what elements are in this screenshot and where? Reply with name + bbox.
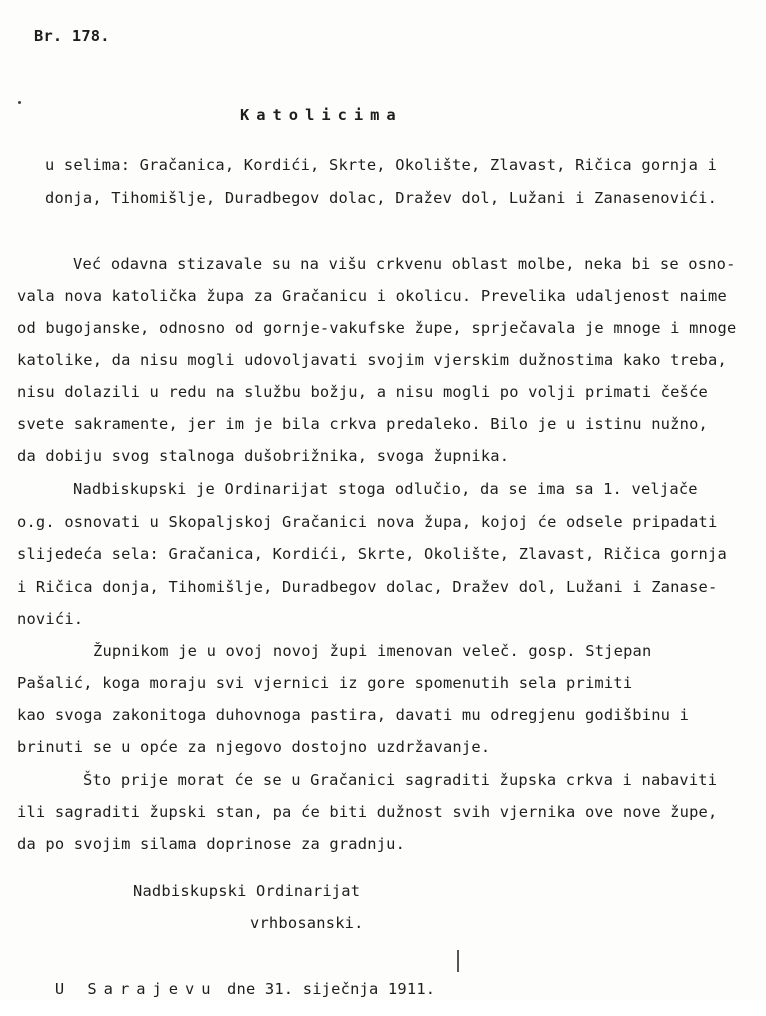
paragraph4-line-1: Što prije morat će se u Gračanici sagraditi župska crkva i nabaviti	[83, 771, 718, 789]
paragraph1-line-6: svete sakramente, jer im je bila crkva predaleko. Bilo je u istinu nužno,	[17, 415, 709, 433]
paragraph2-line-4: i Ričica donja, Tihomišlje, Duradbegov dolac, Dražev dol, Lužani i Zanase-	[17, 578, 718, 596]
signature-line-2: vrhbosanski.	[250, 914, 364, 932]
pen-mark	[457, 950, 459, 972]
paragraph2-line-5: novići.	[17, 610, 84, 628]
document-title: Katolicima	[240, 106, 403, 124]
paragraph1-line-2: vala nova katolička župa za Gračanicu i okolicu. Prevelika udaljenost naime	[17, 287, 727, 305]
paragraph1-line-1: Već odavna stizavale su na višu crkvenu oblast molbe, neka bi se osno-	[73, 255, 736, 273]
paragraph1-line-3: od bugojanske, odnosno od gornje-vakufske župe, sprječavala je mnoge i mnoge	[17, 319, 737, 337]
date-line	[17, 962, 435, 1016]
place-name: U Sarajevu	[54, 980, 218, 998]
paragraph1-line-7: da dobiju svog stalnoga dušobrižnika, svoga župnika.	[17, 447, 510, 465]
paragraph1-line-5: nisu dolazili u redu na službu božju, a nisu mogli po volji primati češće	[17, 383, 709, 401]
document-number: Br. 178.	[34, 27, 110, 45]
paragraph4-line-2: ili sagraditi župski stan, pa će biti dužnost svih vjernika ove nove župe,	[17, 803, 718, 821]
address-line-1: u selima: Gračanica, Kordići, Skrte, Okolište, Zlavast, Ričica gornja i	[45, 156, 718, 174]
paragraph3-line-4: brinuti se u opće za njegovo dostojno uzdržavanje.	[17, 738, 491, 756]
paragraph3-line-2: Pašalić, koga moraju svi vjernici iz gore spomenutih sela primiti	[17, 674, 633, 692]
ink-speck	[18, 101, 21, 104]
paragraph1-line-4: katolike, da nisu mogli udovoljavati svojim vjerskim dužnostima kako treba,	[17, 351, 727, 369]
paragraph2-line-1: Nadbiskupski je Ordinarijat stoga odlučio, da se ima sa 1. veljače	[73, 480, 698, 498]
date: dne 31. siječnja 1911.	[227, 980, 436, 998]
paragraph2-line-2: o.g. osnovati u Skopaljskoj Gračanici nova župa, kojoj će odsele pripadati	[17, 513, 718, 531]
paragraph3-line-1: Župnikom je u ovoj novoj župi imenovan veleč. gosp. Stjepan	[93, 642, 652, 660]
address-line-2: donja, Tihomišlje, Duradbegov dolac, Dražev dol, Lužani i Zanasenovići.	[45, 189, 718, 207]
paragraph4-line-3: da po svojim silama doprinose za gradnju.	[17, 835, 406, 853]
signature-line-1: Nadbiskupski Ordinarijat	[133, 882, 361, 900]
paragraph2-line-3: slijedeća sela: Gračanica, Kordići, Skrte, Okolište, Zlavast, Ričica gornja	[17, 545, 727, 563]
paragraph3-line-3: kao svoga zakonitoga duhovnoga pastira, davati mu odregjenu godišbinu i	[17, 706, 690, 724]
